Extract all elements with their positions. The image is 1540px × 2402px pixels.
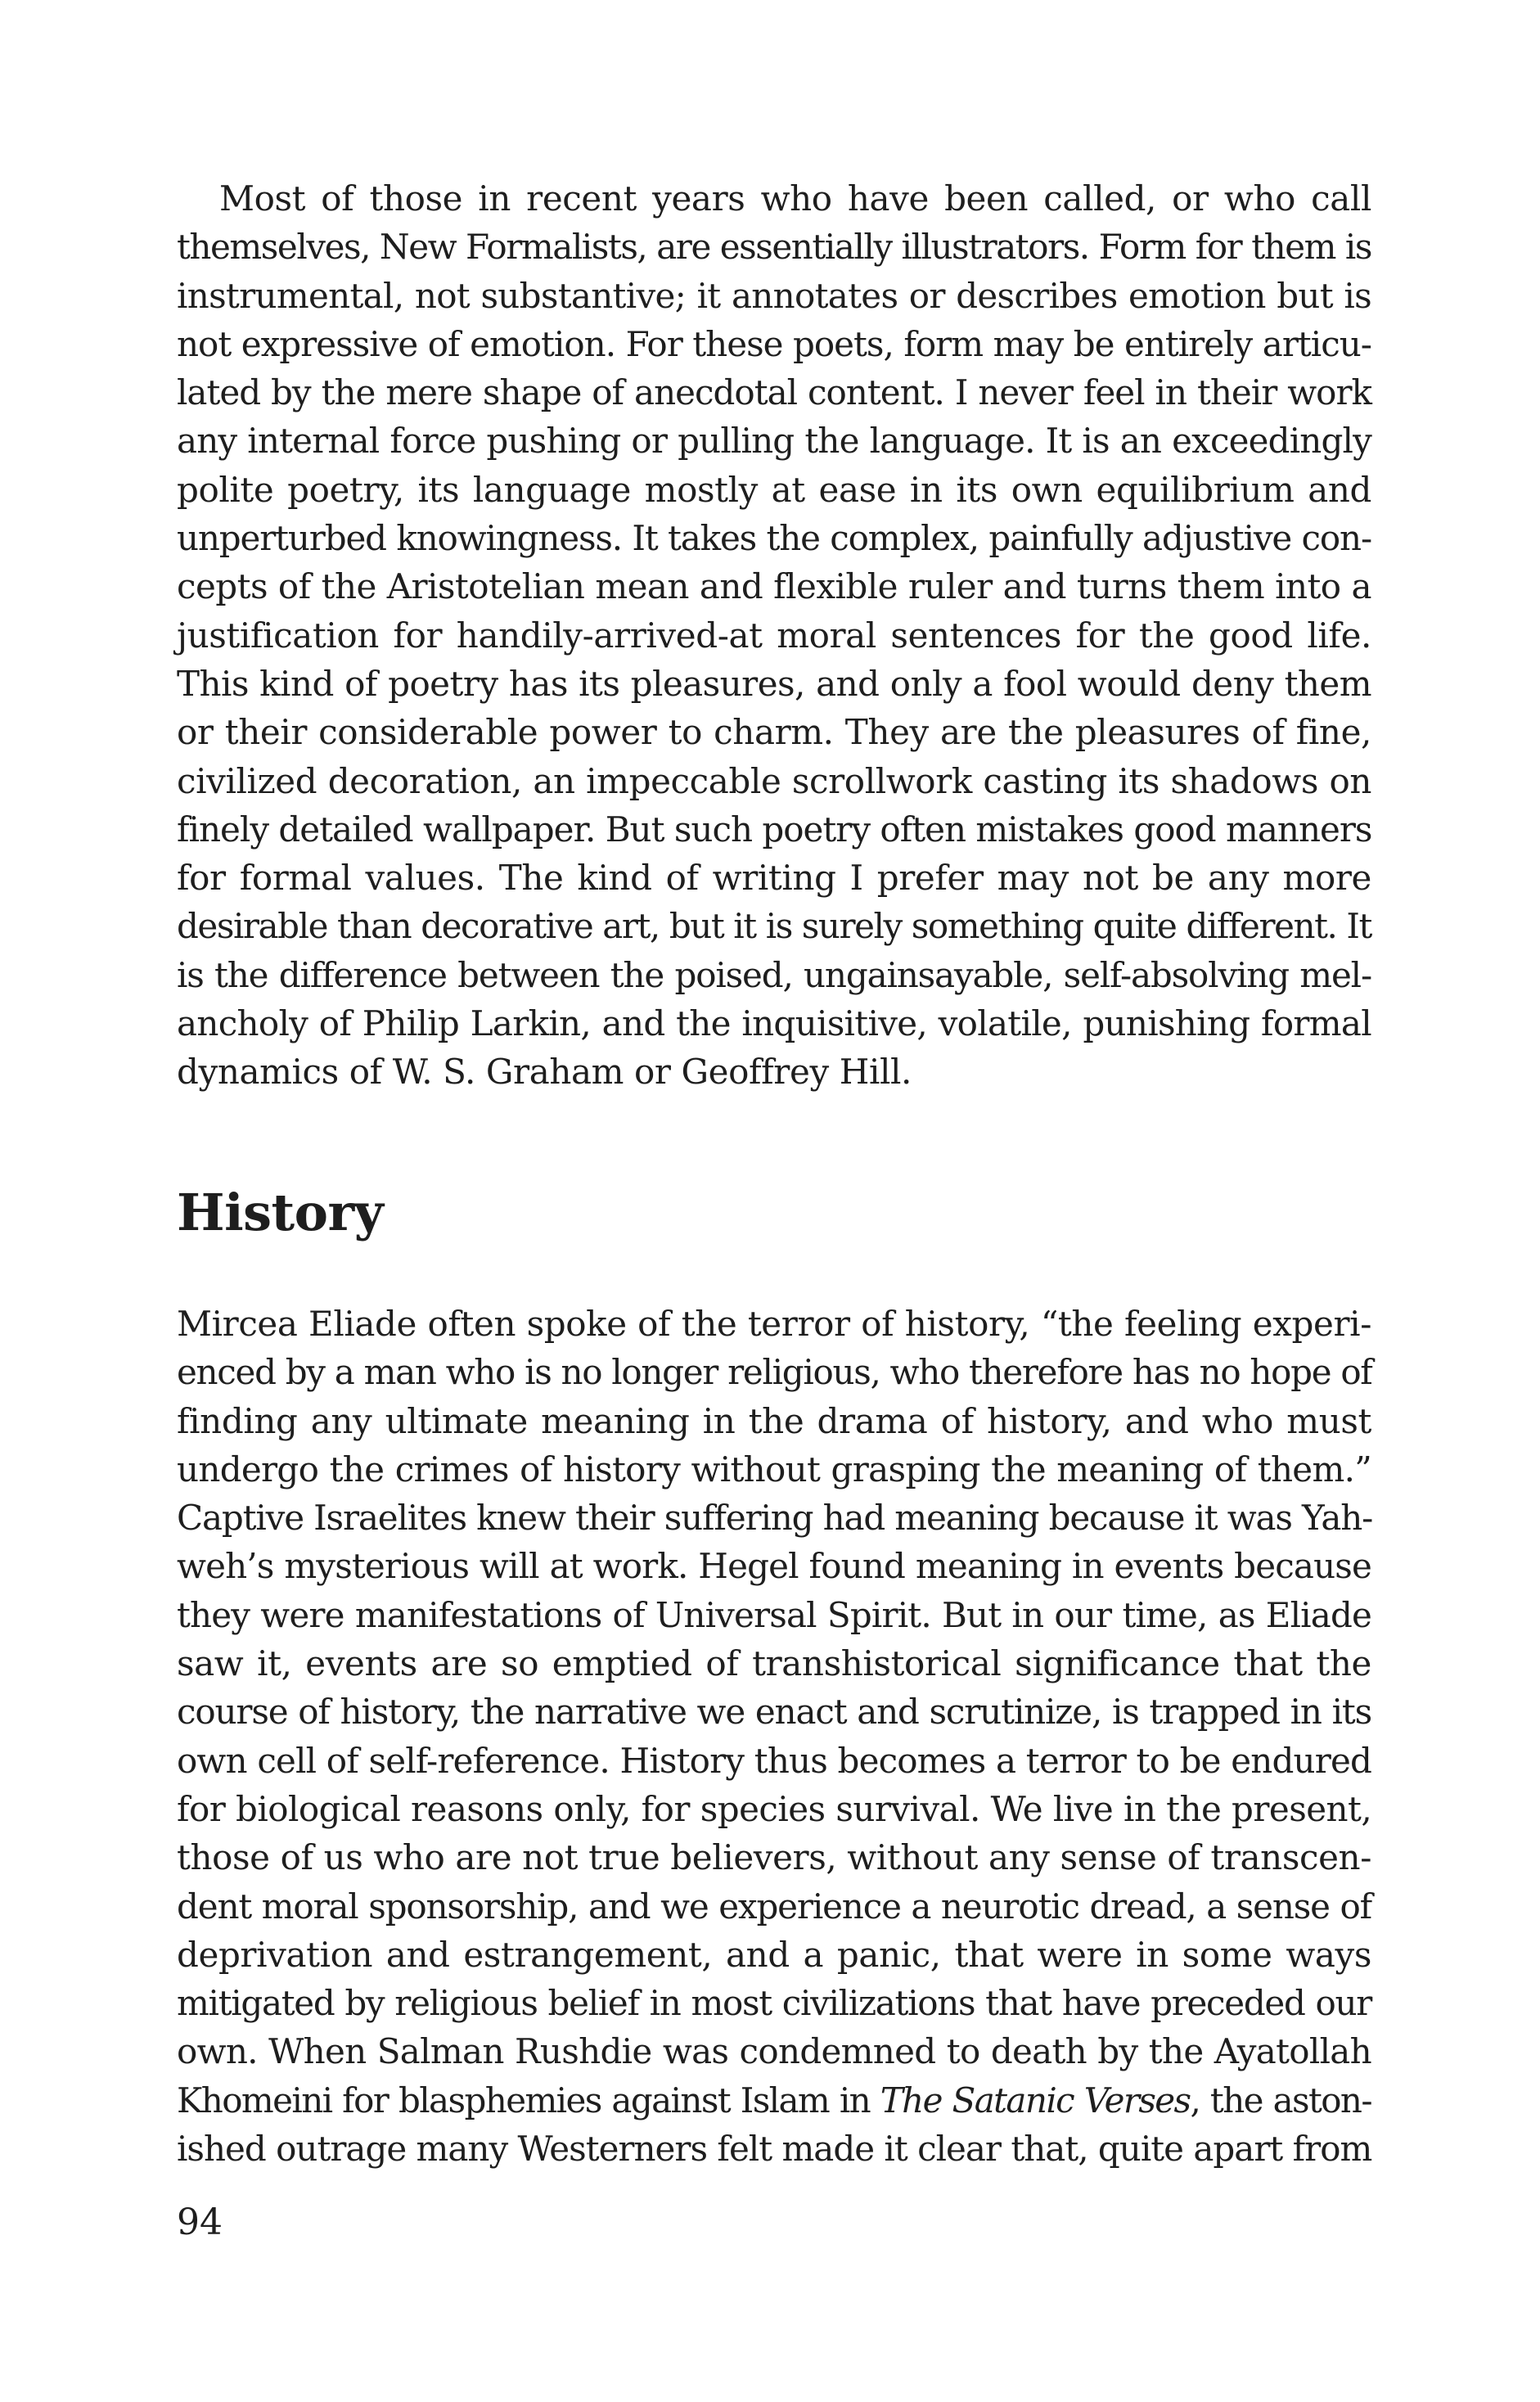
- text-segment: Khomeini for blasphemies against Islam in: [177, 2080, 880, 2120]
- text-line: justification for handily-arrived-at moral sentences for the good life.: [177, 615, 1371, 656]
- text-line: they were manifestations of Universal Spirit. But in our time, as Eliade: [177, 1594, 1371, 1635]
- page-number: 94: [177, 2201, 223, 2243]
- text-line: course of history, the narrative we enact and scrutinize, is trapped in its: [177, 1692, 1371, 1733]
- text-line: instrumental, not substantive; it annotates or describes emotion but is: [177, 275, 1371, 316]
- text-line: for formal values. The kind of writing I prefer may not be any more: [177, 858, 1371, 899]
- text-line: weh’s mysterious will at work. Hegel found meaning in events because: [177, 1546, 1371, 1587]
- text-line: polite poetry, its language mostly at ease in its own equilibrium and: [177, 469, 1371, 510]
- text-line: themselves, New Formalists, are essentially illustrators. Form for them is: [177, 227, 1371, 268]
- book-title: The Satanic Verses: [880, 2080, 1191, 2120]
- text-line: for biological reasons only, for species survival. We live in the present,: [177, 1788, 1372, 1829]
- text-segment: , the aston-: [1190, 2080, 1371, 2120]
- text-line: not expressive of emotion. For these poets, form may be entirely articu-: [177, 323, 1371, 364]
- text-line: undergo the crimes of history without grasping the meaning of them.”: [177, 1449, 1371, 1489]
- text-line: saw it, events are so emptied of transhistorical significance that the: [177, 1643, 1371, 1684]
- text-line: This kind of poetry has its pleasures, and only a fool would deny them: [177, 663, 1371, 704]
- text-line: unperturbed knowingness. It takes the complex, painfully adjustive con-: [177, 518, 1371, 559]
- text-line: dynamics of W. S. Graham or Geoffrey Hill.: [177, 1052, 912, 1093]
- text-line: ished outrage many Westerners felt made it clear that, quite apart from: [177, 2129, 1372, 2170]
- text-line: own cell of self-reference. History thus becomes a terror to be endured: [177, 1740, 1371, 1781]
- text-line: Most of those in recent years who have been called, or who call: [219, 178, 1371, 219]
- text-line: any internal force pushing or pulling the language. It is an exceedingly: [177, 421, 1371, 462]
- text-line: mitigated by religious belief in most civilizations that have preceded our: [177, 1983, 1371, 2024]
- text-line: ancholy of Philip Larkin, and the inquisitive, volatile, punishing formal: [177, 1003, 1371, 1044]
- text-line: those of us who are not true believers, without any sense of transcen-: [177, 1837, 1371, 1878]
- text-line: own. When Salman Rushdie was condemned to death by the Ayatollah: [177, 2031, 1371, 2072]
- text-line: enced by a man who is no longer religious, who therefore has no hope of: [177, 1352, 1372, 1393]
- text-line: Mircea Eliade often spoke of the terror of history, “the feeling experi-: [177, 1304, 1371, 1344]
- text-line: lated by the mere shape of anecdotal content. I never feel in their work: [177, 372, 1371, 413]
- text-line: Captive Israelites knew their suffering had meaning because it was Yah-: [177, 1498, 1373, 1539]
- paragraph-new-formalists: [177, 174, 1371, 1097]
- text-line: deprivation and estrangement, and a panic, that were in some ways: [177, 1934, 1371, 1975]
- text-line: desirable than decorative art, but it is surely something quite different. It: [177, 906, 1371, 947]
- text-line-with-title: [177, 2076, 1371, 2125]
- text-line: dent moral sponsorship, and we experience a neurotic dread, a sense of: [177, 1886, 1371, 1927]
- paragraph-history: [177, 1300, 1371, 2173]
- text-line: finely detailed wallpaper. But such poetry often mistakes good manners: [177, 809, 1372, 849]
- text-line: civilized decoration, an impeccable scrollwork casting its shadows on: [177, 760, 1371, 801]
- text-line: cepts of the Aristotelian mean and flexible ruler and turns them into a: [177, 566, 1371, 607]
- text-line: or their considerable power to charm. They are the pleasures of fine,: [177, 712, 1371, 753]
- text-line: finding any ultimate meaning in the drama of history, and who must: [177, 1400, 1371, 1441]
- section-heading: History: [177, 1183, 384, 1242]
- text-line: is the difference between the poised, ungainsayable, self-absolving mel-: [177, 954, 1371, 995]
